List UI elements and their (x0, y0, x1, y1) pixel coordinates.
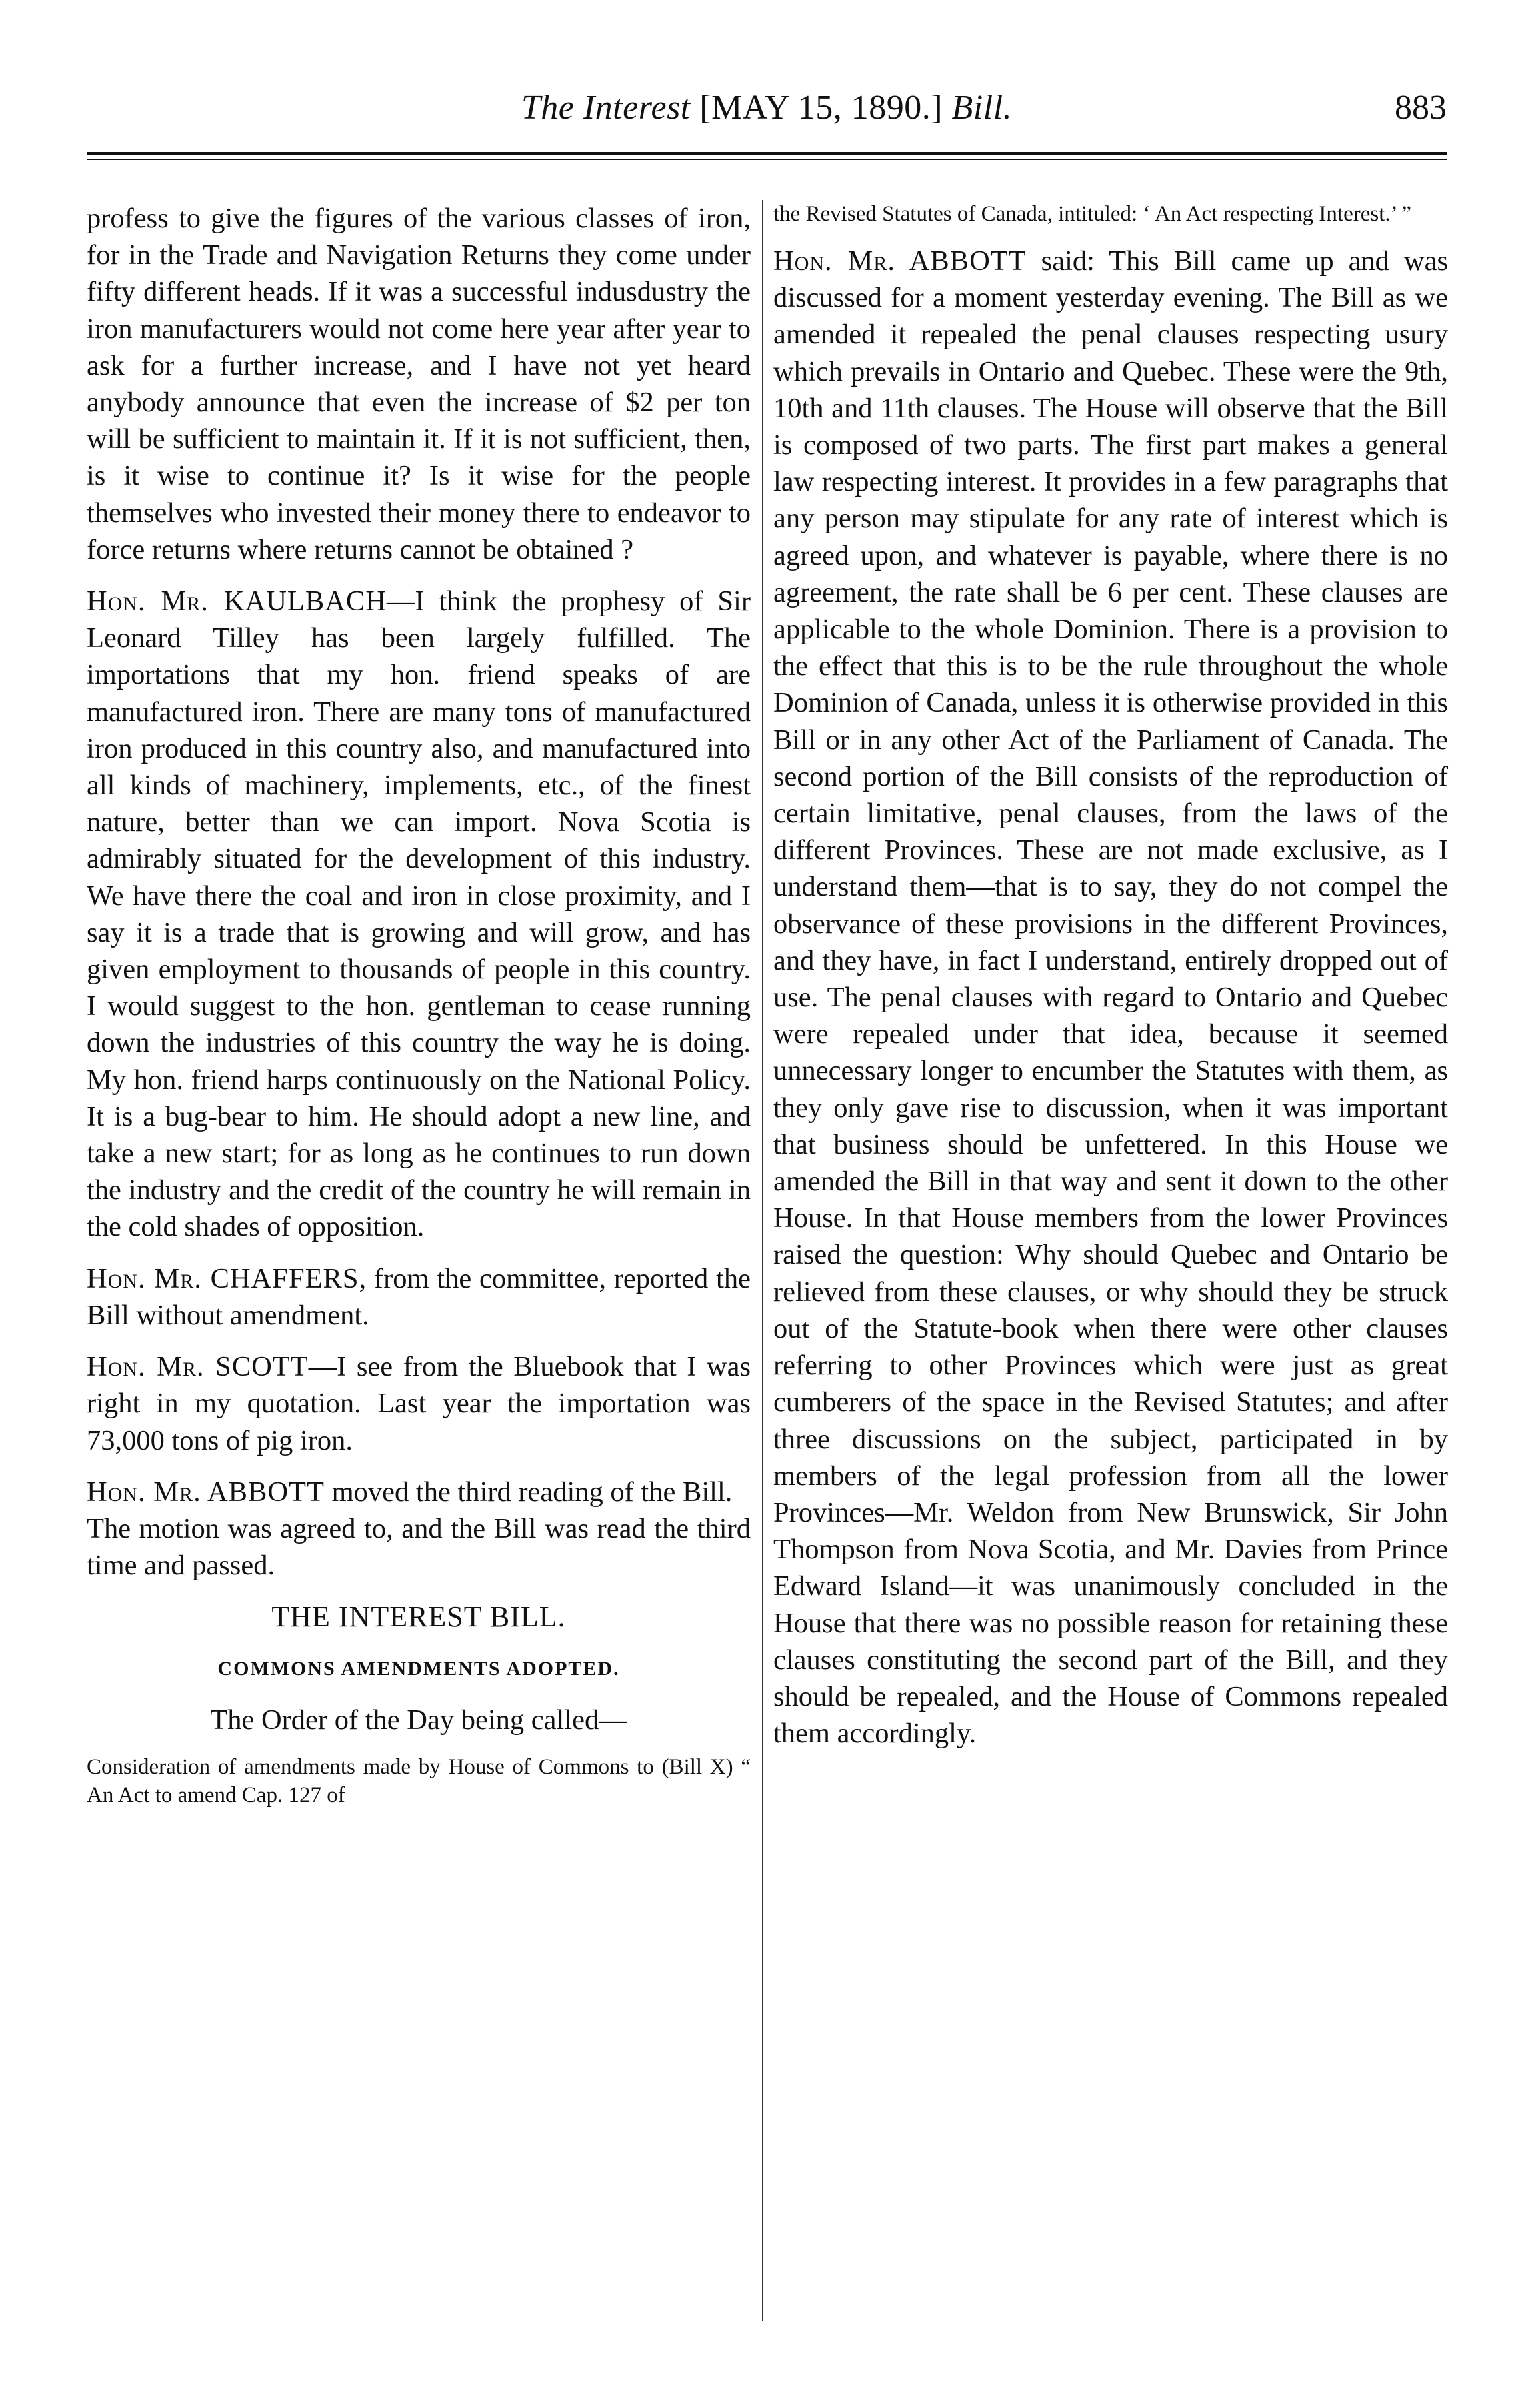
consideration-note: Consideration of amendments made by House of Commons to (Bill X) “ An Act to amend Cap. 127 of (87, 1754, 751, 1807)
scott-text: —I see from the Bluebook that I was right in my quotation. Last year the importation was 73,000 tons of pig iron. (87, 1351, 751, 1456)
order-of-day: The Order of the Day being called— (210, 1704, 627, 1736)
running-title (87, 88, 1447, 127)
title-date: [MAY 15, 1890.] (699, 89, 943, 127)
right-column (773, 200, 1448, 1766)
section-subheading: COMMONS AMENDMENTS ADOPTED. (217, 1657, 620, 1680)
right-continuation: the Revised Statutes of Canada, intituled: ‘ An Act respecting Interest.’ ” (773, 202, 1412, 226)
speaker-abbott-right: Hon. Mr. ABBOTT (773, 245, 1027, 277)
left-paragraph-scott (87, 1348, 751, 1459)
speaker-scott: Hon. Mr. SCOTT (87, 1351, 309, 1383)
section-heading: THE INTEREST BILL. (271, 1600, 566, 1634)
column-divider (762, 200, 763, 2321)
speaker-chaffers: Hon. Mr. CHAFFERS (87, 1262, 359, 1294)
speaker-abbott-left: Hon. Mr. ABBOTT (87, 1476, 325, 1508)
chaffers-text: , from the committee, reported the Bill without amendment. (87, 1262, 751, 1331)
page-number: 883 (1395, 89, 1447, 127)
right-paragraph-abbott (773, 243, 1448, 1752)
abbott-left-text: moved the third reading of the Bill. (324, 1476, 733, 1508)
left-paragraph-motion: The motion was agreed to, and the Bill was read the third time and passed. (87, 1512, 751, 1582)
running-header (87, 80, 1447, 147)
title-italic-interest: The Interest (521, 89, 691, 127)
speaker-kaulbach: Hon. Mr. KAULBACH (87, 585, 387, 618)
left-paragraph-abbott (87, 1474, 751, 1510)
left-paragraph-1: profess to give the figures of the various classes of iron, for in the Trade and Navigation Returns they come under fifty different heads. If it was a successful indusdustry the iron manufacturers would not come here year after year to ask for a further increase, and I have not yet heard anybody announce that even the increase of $2 per ton will be sufficient to maintain it. If it is not sufficient, then, is it wise to continue it? Is it wise for the people themselves who invested their money there to endeavor to force returns where returns cannot be obtained ? (87, 203, 751, 565)
header-rule-thin (87, 159, 1447, 160)
kaulbach-text: —I think the prophesy of Sir Leonard Tilley has been largely fulfilled. The importations that my hon. friend speaks of are manufactured iron. There are many tons of manufactured iron produced in this country also, and manufactured into all kinds of machinery, implements, etc., of the finest nature, better than we can import. Nova Scotia is admirably situated for the development of this industry. We have there the coal and iron in close proximity, and I say it is a trade that is growing and will grow, and has given employment to thousands of people in this country. I would suggest to the hon. gentleman to cease running down the industries of this country the way he is doing. My hon. friend harps continuously on the National Policy. It is a bug-bear to him. He should adopt a new line, and take a new start; for as long as he continues to run down the industry and the credit of the country he will remain in the cold shades of opposition. (87, 585, 751, 1243)
title-italic-bill: Bill. (951, 89, 1013, 127)
abbott-right-text: said: This Bill came up and was discussed for a moment yesterday evening. The Bill as we amended it repealed the penal clauses respecting usury which prevails in Ontario and Quebec. These were the 9th, 10th and 11th clauses. The House will observe that the Bill is composed of two parts. The first part makes a general law respecting interest. It provides in a few paragraphs that any person may stipulate for any rate of interest which is agreed upon, and whatever is payable, where there is no agreement, the rate shall be 6 per cent. These clauses are applicable to the whole Dominion. There is a provision to the effect that this is to be the rule throughout the whole Dominion of Canada, unless it is otherwise provided in this Bill or in any other Act of the Parliament of Canada. The second portion of the Bill consists of the reproduction of certain limitative, penal clauses, from the laws of the different Provinces. These are not made exclusive, as I understand them—that is to say, they do not compel the observance of these provisions in the different Provinces, and they have, in fact I understand, entirely dropped out of use. The penal clauses with regard to Ontario and Quebec were repealed under that idea, because it seemed unnecessary longer to encumber the Statutes with them, as they only gave rise to discussion, when it was important that business should be unfettered. In this House we amended the Bill in that way and sent it down to the other House. In that House members from the lower Provinces raised the question: Why should Quebec and Ontario be relieved from these clauses, or why should they be struck out of the Statute-book when there were other clauses referring to other Provinces which were just as great cumberers of the space in the Revised Statutes; and after three discussions on the subject, participated in by members of the legal profession from all the lower Provinces—Mr. Weldon from New Brunswick, Sir John Thompson from Nova Scotia, and Mr. Davies from Prince Edward Island—it was unanimously concluded in the House that there was no possible reason for retaining these clauses constituting the second part of the Bill, and they should be repealed, and the House of Commons repealed them accordingly. (773, 245, 1449, 1750)
left-paragraph-kaulbach (87, 583, 751, 1246)
header-rule (87, 152, 1447, 155)
left-paragraph-chaffers (87, 1260, 751, 1334)
left-column (87, 200, 751, 1824)
